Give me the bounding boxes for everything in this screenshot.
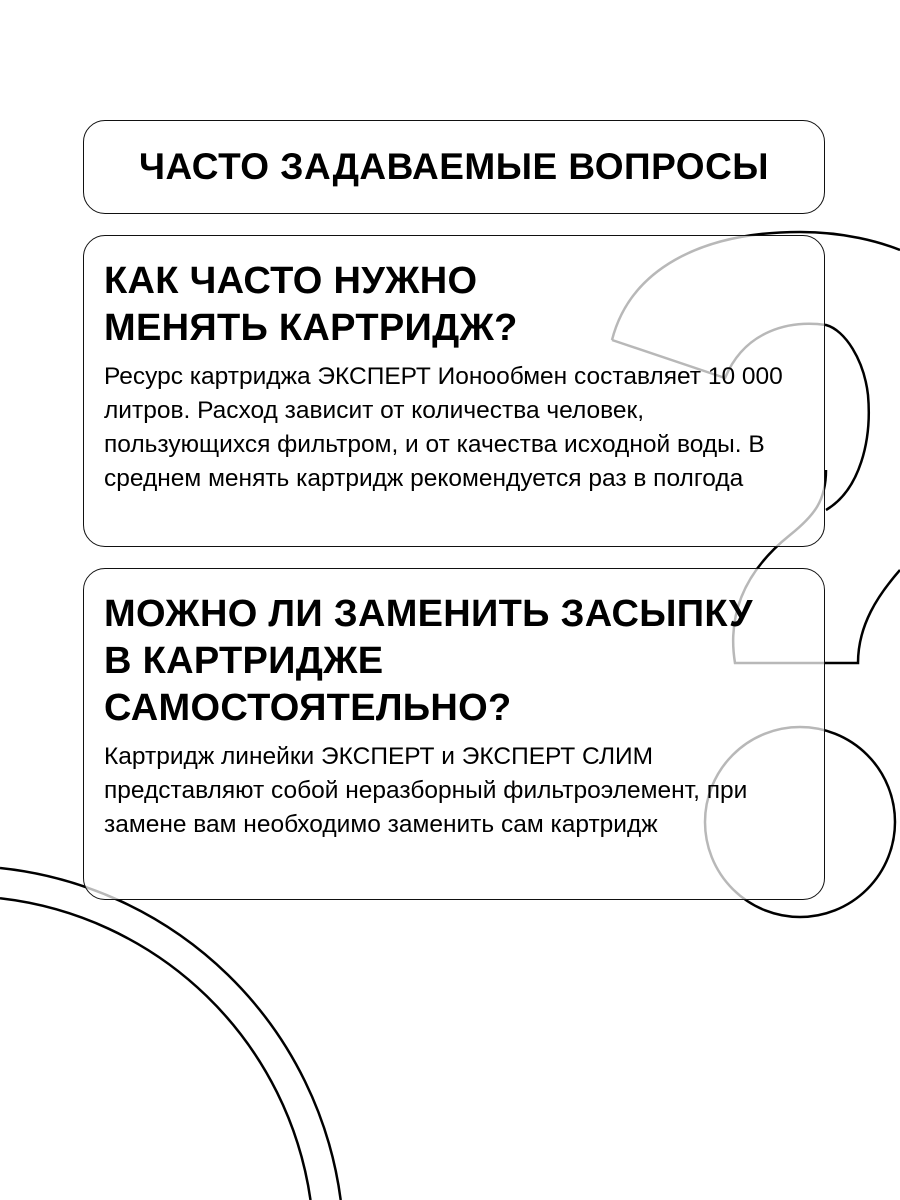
faq-answer: Картридж линейки ЭКСПЕРТ и ЭКСПЕРТ СЛИМ представляют собой неразборный фильтроэлемент, при замене вам необходимо заменить сам картридж bbox=[104, 743, 748, 838]
faq-question bbox=[104, 258, 804, 352]
question-line: САМОСТОЯТЕЛЬНО? bbox=[104, 687, 512, 729]
decorative-arc-outer bbox=[0, 868, 341, 1200]
faq-item bbox=[83, 235, 825, 547]
decorative-arc-inner bbox=[0, 898, 311, 1200]
question-line: МОЖНО ЛИ ЗАМЕНИТЬ ЗАСЫПКУ bbox=[104, 593, 753, 635]
page-title: ЧАСТО ЗАДАВАЕМЫЕ ВОПРОСЫ bbox=[138, 146, 770, 187]
faq-question bbox=[104, 591, 804, 732]
question-line: МЕНЯТЬ КАРТРИДЖ? bbox=[104, 307, 518, 349]
faq-item bbox=[83, 568, 825, 900]
title-card bbox=[83, 120, 825, 214]
question-line: КАК ЧАСТО НУЖНО bbox=[104, 260, 478, 302]
question-line: В КАРТРИДЖЕ bbox=[104, 640, 384, 682]
faq-answer: Ресурс картриджа ЭКСПЕРТ Ионообмен составляет 10 000 литров. Расход зависит от количества человек, пользующихся фильтром, и от качества исходной воды. В среднем менять картридж рекомендуется раз в полгода bbox=[104, 363, 783, 492]
